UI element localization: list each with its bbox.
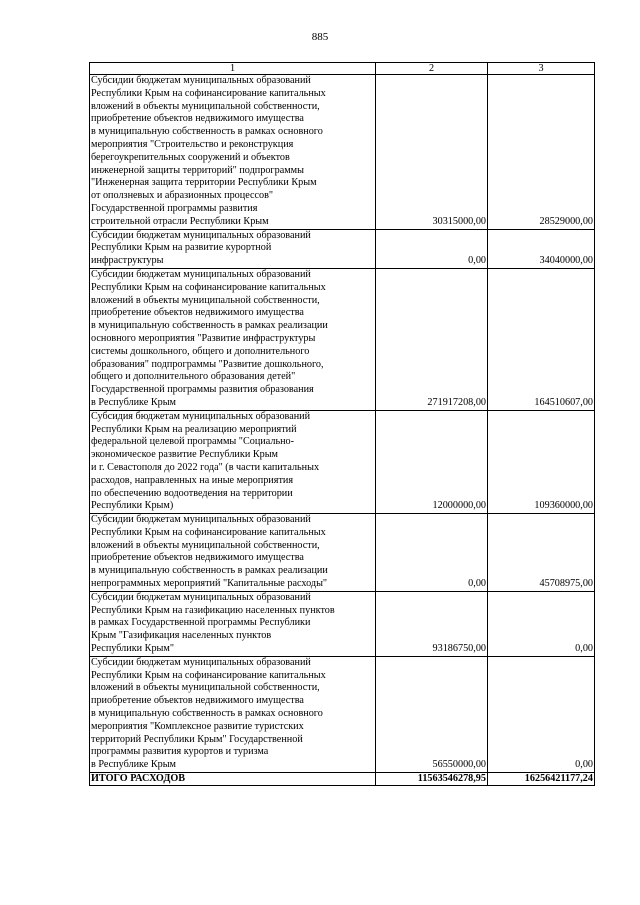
column-header-1: 1 xyxy=(90,63,376,75)
total-amount-col2: 11563546278,95 xyxy=(376,773,488,786)
row-amount-col2: 56550000,00 xyxy=(376,656,488,772)
table-row xyxy=(90,410,595,513)
row-description: Субсидии бюджетам муниципальных образований Республики Крым на развитие курортной инфраструктуры xyxy=(90,229,376,268)
row-amount-col3: 45708975,00 xyxy=(488,514,595,592)
row-description: Субсидии бюджетам муниципальных образований Республики Крым на софинансирование капитальных вложений в объекты муниципальной собственности, приобретение объектов недвижимого имущества в муниципальную собственность в рамках основного мероприятия "Комплексное развитие туристских территорий Республики Крым" Государственной программы развития курортов и туризма в Республике Крым xyxy=(90,656,376,772)
row-description: Субсидия бюджетам муниципальных образований Республики Крым на реализацию мероприятий федеральной целевой программы "Социально- экономическое развитие Республики Крым и г. Севастополя до 2022 года" (в части капитальных расходов, направленных на иные мероприятия по обеспечению водоотведения на территории Республики Крым) xyxy=(90,410,376,513)
table-row xyxy=(90,268,595,410)
row-amount-col3: 164510607,00 xyxy=(488,268,595,410)
table-row xyxy=(90,656,595,772)
row-amount-col2: 30315000,00 xyxy=(376,75,488,230)
table-body xyxy=(90,75,595,786)
table-row xyxy=(90,75,595,230)
row-amount-col3: 109360000,00 xyxy=(488,410,595,513)
row-description: Субсидии бюджетам муниципальных образований Республики Крым на софинансирование капитальных вложений в объекты муниципальной собственности, приобретение объектов недвижимого имущества в муниципальную собственность в рамках реализации основного мероприятия "Развитие инфраструктуры системы дошкольного, общего и дополнительного образования" подпрограммы "Развитие дошкольного, общего и дополнительного образования детей" Государственной программы развития образования в Республике Крым xyxy=(90,268,376,410)
header-row xyxy=(90,63,595,75)
table-header xyxy=(90,63,595,75)
row-amount-col2: 271917208,00 xyxy=(376,268,488,410)
row-amount-col2: 0,00 xyxy=(376,514,488,592)
table-row xyxy=(90,229,595,268)
row-amount-col3: 34040000,00 xyxy=(488,229,595,268)
row-amount-col3: 0,00 xyxy=(488,591,595,656)
column-header-2: 2 xyxy=(376,63,488,75)
page-number: 885 xyxy=(311,31,329,43)
budget-table xyxy=(89,62,595,786)
row-amount-col2: 12000000,00 xyxy=(376,410,488,513)
column-header-3: 3 xyxy=(488,63,595,75)
row-amount-col2: 93186750,00 xyxy=(376,591,488,656)
row-amount-col3: 0,00 xyxy=(488,656,595,772)
total-label: ИТОГО РАСХОДОВ xyxy=(90,773,376,786)
total-row xyxy=(90,773,595,786)
row-description: Субсидии бюджетам муниципальных образований Республики Крым на газификацию населенных пунктов в рамках Государственной программы Республики Крым "Газификация населенных пунктов Республики Крым" xyxy=(90,591,376,656)
table-row xyxy=(90,591,595,656)
row-amount-col2: 0,00 xyxy=(376,229,488,268)
row-description: Субсидии бюджетам муниципальных образований Республики Крым на софинансирование капитальных вложений в объекты муниципальной собственности, приобретение объектов недвижимого имущества в муниципальную собственность в рамках реализации непрограммных мероприятий "Капитальные расходы" xyxy=(90,514,376,592)
table-row xyxy=(90,514,595,592)
row-amount-col3: 28529000,00 xyxy=(488,75,595,230)
total-amount-col3: 16256421177,24 xyxy=(488,773,595,786)
row-description: Субсидии бюджетам муниципальных образований Республики Крым на софинансирование капитальных вложений в объекты муниципальной собственности, приобретение объектов недвижимого имущества в муниципальную собственность в рамках основного мероприятия "Строительство и реконструкция берегоукрепительных сооружений и объектов инженерной защиты территорий" подпрограммы "Инженерная защита территории Республики Крым от оползневых и абразионных процессов" Государственной программы развития строительной отрасли Республики Крым xyxy=(90,75,376,230)
